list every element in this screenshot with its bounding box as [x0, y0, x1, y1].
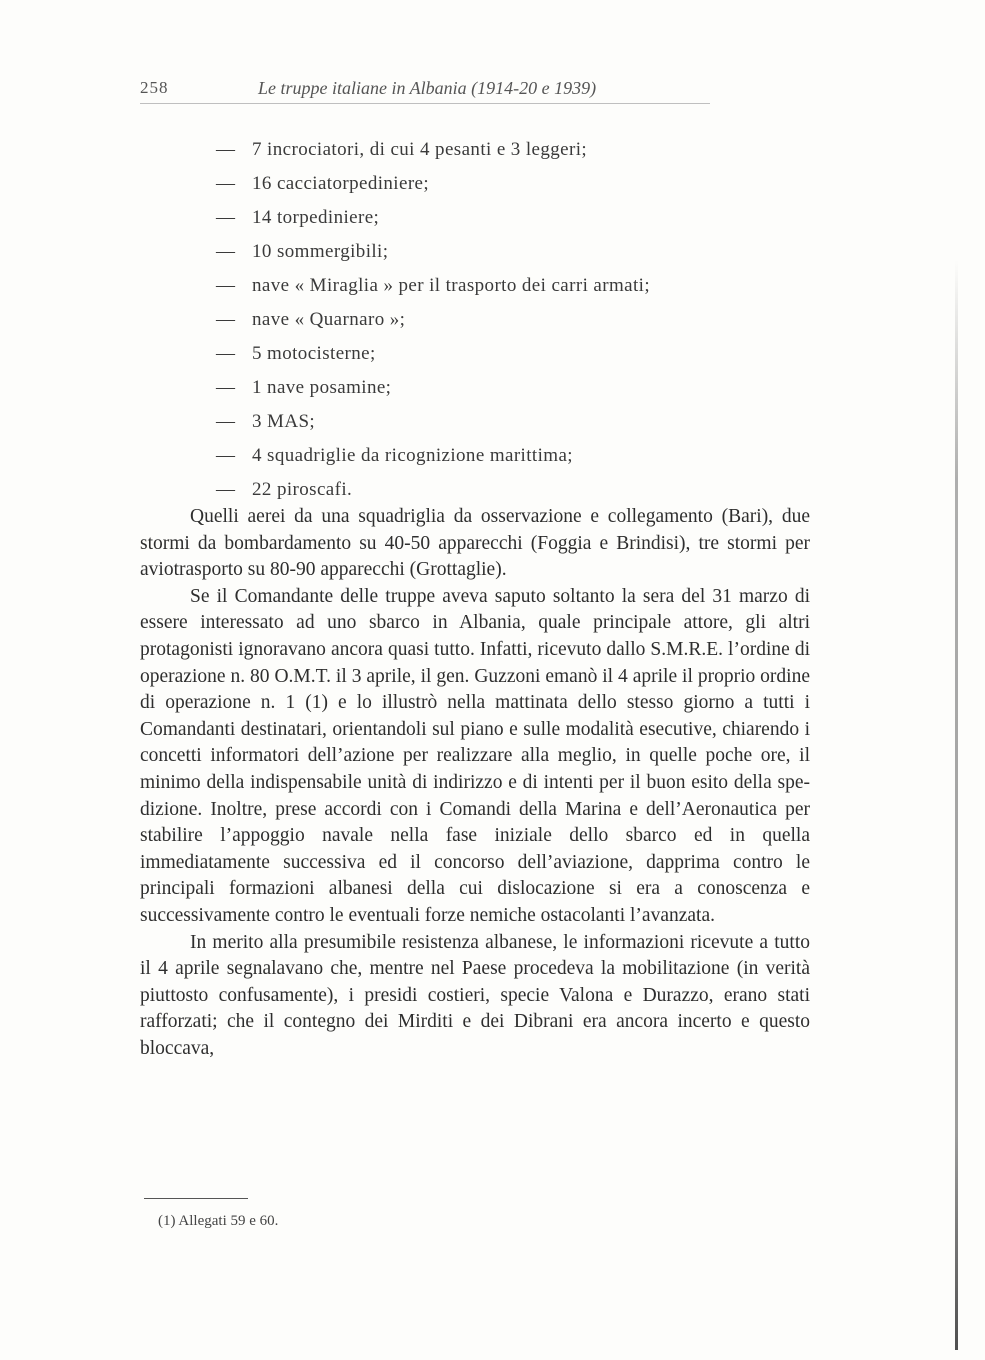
list-item-text: 1 nave posamine; — [252, 377, 392, 398]
list-item — [216, 473, 816, 507]
list-item — [216, 371, 816, 405]
dash: — — [216, 343, 236, 364]
list-item-text: 7 incrociatori, di cui 4 pesanti e 3 leggeri; — [252, 139, 588, 160]
list-item — [216, 269, 816, 303]
list-item-text: 10 sommergibili; — [252, 241, 389, 262]
dash: — — [216, 241, 236, 262]
dash: — — [216, 445, 236, 466]
footnote: (1) Allegati 59 e 60. — [158, 1213, 279, 1229]
list-item — [216, 201, 816, 235]
list-item-text: 5 motocisterne; — [252, 343, 376, 364]
running-title: Le truppe italiane in Albania (1914-20 e 1939) — [258, 78, 597, 98]
list-item — [216, 133, 816, 167]
list-item-text: nave « Miraglia » per il trasporto dei carri armati; — [252, 275, 651, 296]
fleet-list — [216, 133, 816, 507]
dash: — — [216, 411, 236, 432]
dash: — — [216, 139, 236, 160]
list-item-text: 16 cacciatorpediniere; — [252, 173, 430, 194]
dash: — — [216, 479, 236, 500]
list-item — [216, 303, 816, 337]
header-rule — [140, 103, 710, 104]
list-item-text: nave « Quarnaro »; — [252, 309, 406, 330]
scan-edge-shadow — [955, 260, 958, 1350]
list-item-text: 22 piroscafi. — [252, 479, 353, 500]
list-item — [216, 405, 816, 439]
dash: — — [216, 275, 236, 296]
list-item-text: 4 squadriglie da ricognizione marittima; — [252, 445, 573, 466]
page-number: 258 — [140, 78, 169, 97]
list-item — [216, 235, 816, 269]
paragraph-commander: Se il Comandante delle truppe aveva saputo soltanto la sera del 31 marzo di essere interessato ad uno sbarco in Albania, quale principale attore, gli altri protagonisti ignoravano ancora quasi tutto. Infatti, ricevuto dallo S.M.R.E. l’ordine di operazione n. 80 O.M.T. il 3 aprile, il gen. Guzzoni emanò il 4 aprile il proprio ordine di operazione n. 1 (1) e lo illustrò nella mattinata dello stesso giorno a tutti i Comandanti destinatari, orientandoli sul piano e sulle modalità esecutive, chiarendo i concetti informatori dell’azione per realizzare alla meglio, in quelle poche ore, il minimo della indispensabile unità di indirizzo e di intenti per il buon esito della spedizione. Inoltre, prese accordi con i Comandi della Marina e dell’Aeronautica per stabilire l’appoggio navale nella fase iniziale dello sbarco ed in quella immediatamente successiva ed il concorso dell’aviazione, dapprima contro le principali formazioni albanesi della cui dislocazione si era a conoscenza e successivamente contro le eventuali forze nemiche ostacolanti l’avanzata. — [140, 585, 810, 926]
dash: — — [216, 173, 236, 194]
list-item-text: 14 torpediniere; — [252, 207, 380, 228]
list-item-text: 3 MAS; — [252, 411, 316, 432]
dash: — — [216, 309, 236, 330]
page-header — [140, 76, 710, 100]
list-item — [216, 337, 816, 371]
dash: — — [216, 207, 236, 228]
paragraph-resistance: In merito alla presumibile resistenza albanese, le informazioni ricevute a tutto il 4 aprile segnalavano che, mentre nel Paese procedeva la mobilitazione (in verità piuttosto confusamente), i presidi costieri, specie Valona e Durazzo, erano stati rafforzati; che il contegno dei Mirditi e dei Dibrani era ancora incerto e questo bloccava, — [140, 931, 810, 1059]
dash: — — [216, 377, 236, 398]
paragraph-air-forces: Quelli aerei da una squadriglia da osservazione e collegamento (Bari), due stormi da bombardamento su 40-50 apparecchi (Foggia e Brindisi), tre stormi per aviotrasporto su 80-90 apparecchi (Grottaglie). — [140, 506, 810, 581]
list-item — [216, 167, 816, 201]
footnote-rule — [144, 1198, 248, 1199]
body-text — [140, 504, 810, 1062]
list-item — [216, 439, 816, 473]
